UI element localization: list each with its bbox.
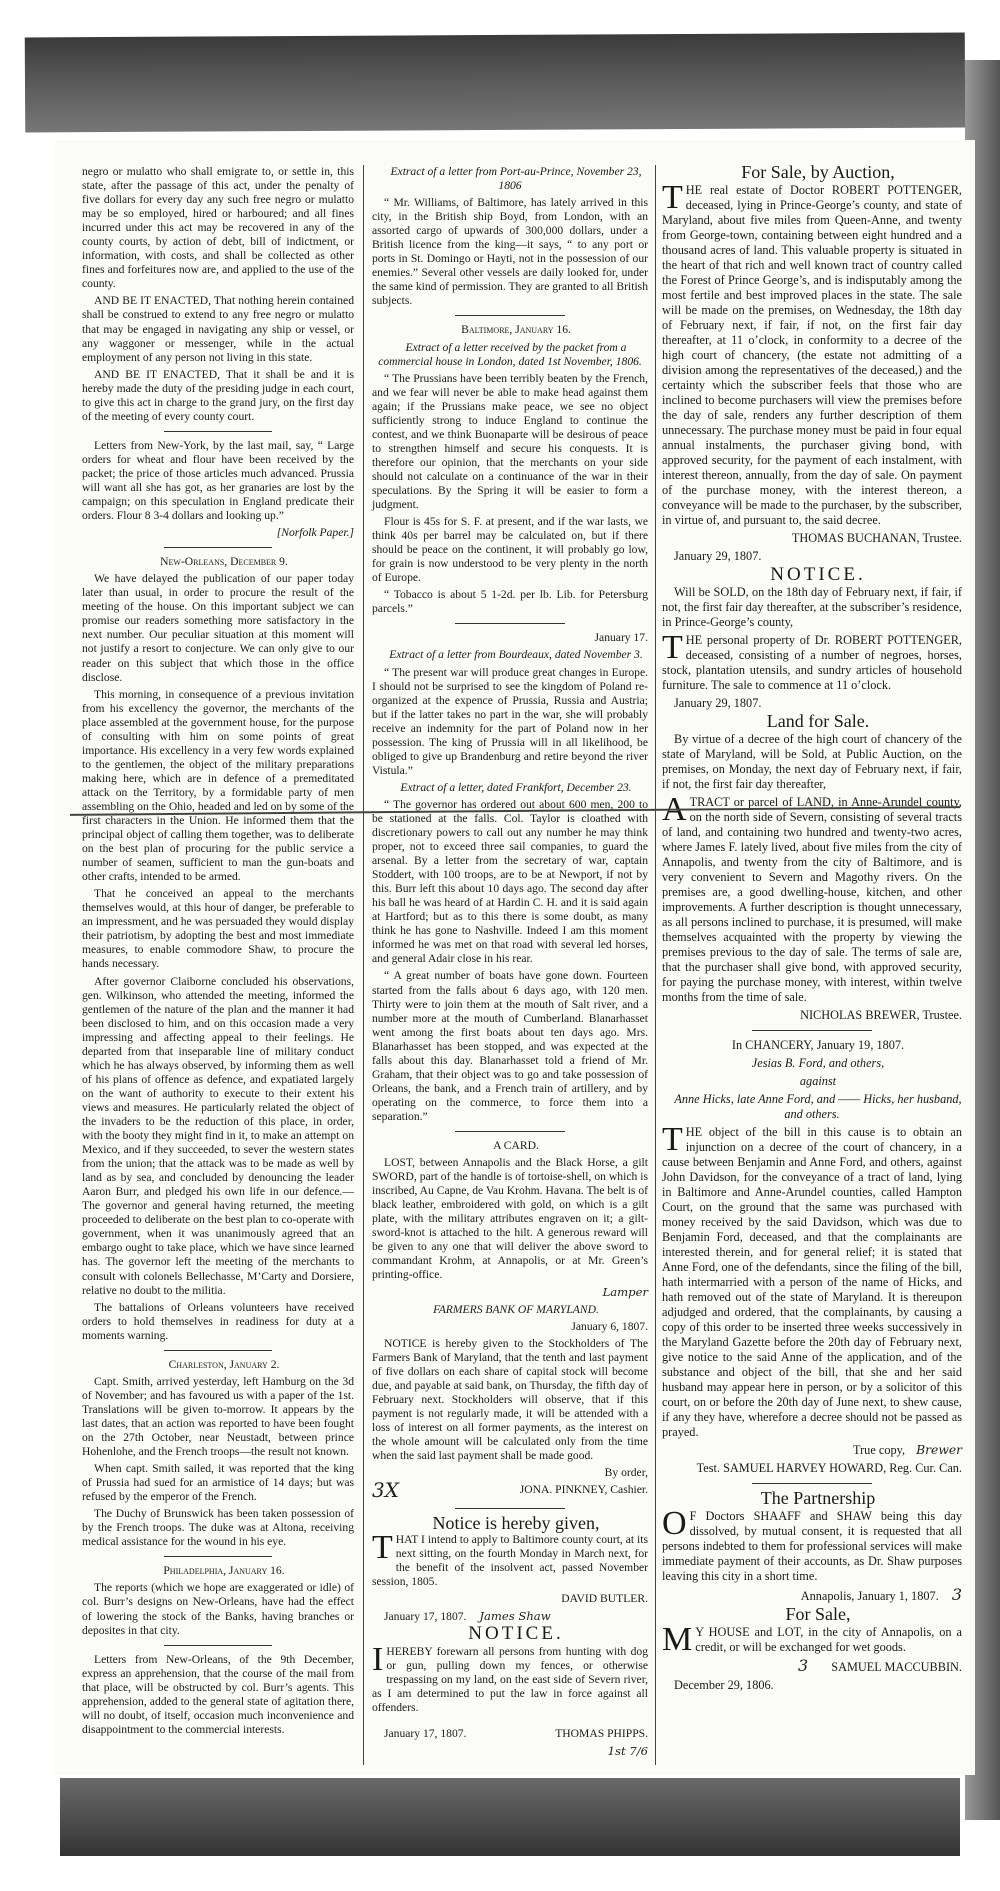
handwritten-mark: 3 <box>798 1656 809 1675</box>
article-text: Capt. Smith, arrived yesterday, left Hamburg on the 3d of November; and has favoured us with a paper of the 1st. Translations will be given to-morrow. It appears by the last dates, that an action was reported to have been fought on the 27th October, near Neustadt, between prince Hohenlohe, and the French troops—the result not known. <box>82 1374 354 1459</box>
divider <box>455 1131 565 1132</box>
ad-heading: For Sale, <box>785 1604 851 1624</box>
divider <box>164 1645 273 1646</box>
dateline: Philadelphia, January 16. <box>163 1564 285 1578</box>
article-text: The reports (which we hope are exaggerated or idle) of col. Burr’s designs on New-Orleans, have had the effect of lowering the stock of the Banks, having branches or deposites in that city. <box>82 1581 354 1637</box>
ad-heading: FARMERS BANK OF MARYLAND. <box>433 1302 599 1316</box>
ad-text: NOTICE is hereby given to the Stockholders of The Farmers Bank of Maryland, that the tenth and last payment of five dollars on each share of capital stock will become due, and payable at said bank, on Thursday, the fifth day of February next. Stockholders will observe, that if this payment is not regularly made, it will be attended with a loss of interest on all former payments, as the interest on the whole amount will be calculated only from the time when the said last payment shall be made good. <box>372 1336 648 1462</box>
article-text: After governor Claiborne concluded his observations, gen. Wilkinson, who attended the meeting, informed the gentlemen of the nature of the plan and the manner it had been disclosed to him, and on this occasion made a very impressing and affecting appeal to their feelings. He departed from that inseparable line of military conduct which he has always observed, by informing them as well of his plans of offence as defence, and expatiated largely on the want of authority to execute to their extent his views and measures. He particularly related the object of the invaders to be the reduction of this place, in order, with the booty they might find in it, to make an attempt on Mexico, and if they succeeded, to sever the western states from the union; that the attack was to be made as well by land as by sea, and concluded by denouncing the leader Aaron Burr, and pledged his own life in our defence.—The governor and general having returned, the meeting proceeded to deliberate on the best plan to co-operate with government, when it was unanimously agreed that an embargo ought to take place, which we have since learned has. The governor left the meeting of the merchants to consult with colonels Bellechasse, M’Carty and Dorsiere, relative no doubt to the militia. <box>82 974 354 1297</box>
divider <box>455 1508 565 1509</box>
article-text: “ Tobacco is about 5 1-2d. per lb. Lib. for Petersburg parcels.” <box>372 588 648 616</box>
extract-heading: Extract of a letter received by the packet from a commercial house in London, dated 1st November, 1806. <box>378 340 642 368</box>
drop-cap: M <box>662 1621 693 1658</box>
column-3 <box>662 162 962 1696</box>
divider <box>164 547 273 548</box>
article-text: That he conceived an appeal to the merchants themselves would, at this hour of danger, be preferable to an impressment, and he was persuaded they would display their patriotism, by adopting the best and most immediate measures, to enable commodore Shaw, to procure the hands necessary. <box>82 887 354 971</box>
ad-heading: The Partnership <box>760 1488 876 1508</box>
drop-cap: O <box>662 1505 687 1542</box>
case-party: Jesias B. Ford, and others, <box>751 1056 885 1070</box>
ad-date: January 17, 1807. <box>384 1610 467 1624</box>
article-text: Letters from New-York, by the last mail, say, “ Large orders for wheat and flour have been received by the packet; the price of those articles much advanced. Prussia will want all she has got, as her granaries are lost by the campaign; on this speculation in England predicate their orders. Flour 8 3-4 dollars and looking up.” <box>82 438 354 523</box>
case-party: Anne Hicks, late Anne Ford, and —— Hicks, her husband, and others. <box>674 1092 962 1121</box>
extract-heading: Extract of a letter, dated Frankfort, December 23. <box>400 780 632 794</box>
divider <box>752 1483 872 1484</box>
ad-signature: SAMUEL MACCUBBIN. <box>831 1660 962 1674</box>
article-text: AND BE IT ENACTED, That nothing herein contained shall be construed to extend to any free negro or mulatto that may be engaged in navigating any ship or vessel, or any waggoner or messenger, while in the actual employment of any person not living in this state. <box>82 294 354 364</box>
extract-heading: Extract of a letter from Bourdeaux, dated November 3. <box>389 648 643 662</box>
article-text: “ Mr. Williams, of Baltimore, has lately arrived in this city, in the British ship Boyd, from London, with an assorted cargo of upwards of 300,000 dollars, under a British licence from the king—it says, “ to any port or ports in St. Domingo or Hayti, not in the possession of our enemies.” Several other vessels are daily looked for, under the same kind of permission. They are granted to all British subjects. <box>372 196 648 308</box>
article-text: AND BE IT ENACTED, That it shall be and it is hereby made the duty of the presiding judge in each court, to give this act in charge to the grand jury, on the first day of the meeting of every county court. <box>82 367 354 423</box>
divider <box>164 1350 273 1351</box>
scan-border-bottom <box>60 1778 960 1856</box>
ad-byline: True copy, <box>853 1443 906 1457</box>
column-divider <box>363 165 364 1765</box>
article-text: When capt. Smith sailed, it was reported that the king of Prussia had sued for an armistice of 14 days; but was refused by the emperor of the French. <box>82 1462 354 1504</box>
article-text: Flour is 45s for S. F. at present, and if the war lasts, we think 40s per barrel may be calculated on, but if there should be peace on the continent, it will probably go low, for grain is now understood to be very plenty in the north of Europe. <box>372 515 648 585</box>
handwritten-mark: Lamper <box>602 1285 648 1300</box>
ad-date: December 29, 1806. <box>674 1678 774 1692</box>
column-2 <box>372 165 648 1761</box>
ad-byline: By order, <box>604 1466 648 1480</box>
handwritten-mark: 3 <box>951 1585 962 1604</box>
ad-heading: In CHANCERY, January 19, 1807. <box>731 1038 905 1052</box>
ad-text: LOST, between Annapolis and the Black Horse, a gilt SWORD, part of the handle is of tortoise-shell, on which is inscribed, Au Capne, de Vau Krohm. Havana. The belt is of black leather, embroidered with gold, on which is a gilt plate, with the military attributes engraven on it; a gilt-sword-knot is attached to the hilt. A generous reward will be given to any one that will deliver the above sword to commandant Krohm, at Annapolis, or at Mr. Green’s printing-office. <box>372 1156 648 1282</box>
drop-cap: T <box>662 1121 683 1158</box>
article-text: This morning, in consequence of a previous invitation from his excellency the governor, the merchants of the place assembled at the government house, for the purpose of consulting with him on some points of great importance. His excellency in a very few words explained to the gentlemen, the object of the military preparations making here, which are in defence of a premeditated attack on the Territory, by a formidable party of men assembling on the Ohio, headed and led on by some of the first characters in the Union. He informed them that the principal object of calling them together, was to deliberate on the best plan of procuring for the public service a number of seamen, sufficient to man the gun-boats and other crafts, intended to be armed. <box>82 687 354 884</box>
ad-date: January 29, 1807. <box>674 696 762 710</box>
handwritten-mark: 3X <box>372 1478 399 1503</box>
ad-text: O F Doctors SHAAFF and SHAW being this day dissolved, by mutual consent, it is requested that all persons indebted to them for professional services will make immediate payment of their accounts, as Dr. Shaw purposes leaving this city in a short time. <box>662 1505 962 1583</box>
dateline: Charleston, January 2. <box>168 1357 280 1371</box>
ad-signature: DAVID BUTLER. <box>561 1592 648 1606</box>
ad-text: Will be SOLD, on the 18th day of February next, if fair, if not, the first fair day thereafter, at the subscriber’s residence, in Prince-George’s county, <box>662 585 962 629</box>
ad-signature: NICHOLAS BREWER, Trustee. <box>800 1008 962 1022</box>
source-credit: [Norfolk Paper.] <box>276 526 354 540</box>
drop-cap: T <box>662 179 683 216</box>
ad-heading: A CARD. <box>493 1139 539 1152</box>
drop-cap: I <box>372 1640 384 1678</box>
handwritten-mark: 1st 7/6 <box>607 1743 648 1758</box>
handwritten-mark: Brewer <box>916 1443 962 1457</box>
dateline: Baltimore, January 16. <box>461 323 571 337</box>
handwritten-mark: James Shaw <box>479 1609 551 1624</box>
extract-heading: Extract of a letter from Port-au-Prince, November 23, 1806 <box>390 165 642 193</box>
ad-text: THE object of the bill in this cause is to obtain an injunction on a decree of the court of chancery, in a cause between Benjamin and Anne Ford, and others, against John Davidson, for the conveyance of a tract of land, lying in Baltimore and Anne-Arundel counties, called Hampton Court, on the ground that the same was purchased with money received by the said Davidson, which was due to Benjamin Ford, deceased, and that the complainants are interested therein, and for general relief; it is stated that Anne Ford, one of the defendants, since the filing of the bill, hath intermarried with a person of the name of Hicks, and hath removed out of the state of Maryland. It is thereupon adjudged and ordered, that the complainants, by causing a copy of this order to be inserted three weeks successively in the Maryland Gazette before the 20th day of February next, give notice to the said Anne of the application, and of the substance and object of the bill, that she and her said husband may appear here in person, or by a solicitor of this court, on or before the 20th day of June next, to shew cause, if any they have, wherefore a decree should not be passed as prayed. <box>662 1121 962 1439</box>
ad-heading: For Sale, by Auction, <box>741 162 895 182</box>
ad-heading: Notice is hereby given, <box>432 1513 600 1534</box>
article-text: “ The governor has ordered out about 600 men, 200 to be stationed at the falls. Col. Taylor is cloathed with discretionary powers to call out any number he may think proper, not to exceed three sail companies, to guard the arsenal. By a letter from the secretary of war, captain Stoddert, with 100 troops, are to be at Newport, if not by this. Burr left this about 10 days ago. The second day after his ball he was heard of at Hardin C. H. and it is said again at Hartford; but as to this there is some doubt, as many think he has gone to Nashville. Indeed I am this moment informed he was met on that road with several led horses, and general Adair close in his rear. <box>372 797 648 966</box>
ad-text: M Y HOUSE and LOT, in the city of Annapolis, on a credit, or will be exchanged for wet goods. <box>662 1621 962 1658</box>
article-text: The battalions of Orleans volunteers have received orders to hold themselves in readiness for duty at a moments warning. <box>82 1300 354 1342</box>
divider <box>455 623 565 624</box>
ad-heading: NOTICE. <box>468 1623 564 1645</box>
ad-text: ATRACT or parcel of LAND, in Anne-Arundel county, on the north side of Severn, consisting of several tracts of land, and containing two hundred and twenty-two acres, where James F. lately lived, about five miles from the city of Annapolis, and twenty from the city of Baltimore, and is very convenient to Severn and Magothy rivers. On the premises are, a good dwelling-house, kitchen, and other improvements. A further description is thought unnecessary, as all persons inclined to purchase, it is presumed, will make themselves acquainted with the property by viewing the premises previous to the day of sale. The terms of sale are, that the purchaser shall give bond, with approved security, for paying the purchase money, with interest, within twelve months from the time of sale. <box>662 791 962 1004</box>
ad-date: January 6, 1807. <box>571 1319 648 1333</box>
drop-cap: T <box>662 629 683 666</box>
divider <box>164 1556 273 1557</box>
ad-heading: NOTICE. <box>770 564 866 585</box>
ad-signature: JONA. PINKNEY, Cashier. <box>519 1483 648 1497</box>
article-text: “ The Prussians have been terribly beaten by the French, and we fear will never be able to make head against them again; if the Prussians make peace, we see no object sufficiently strong to induce England to continue the contest, and we think Buonaparte will be desirous of peace to strengthen himself and secure his conquests. It is therefore our opinion, that the merchants on your side should not calculate on a continuance of the war in their speculations. By the Spring it will be easier to form a judgment. <box>372 371 648 512</box>
ad-text: THE real estate of Doctor ROBERT POTTENGER, deceased, lying in Prince-George’s county, and state of Maryland, about five miles from Queen-Anne, and twenty from George-town, containing between eight hundred and a thousand acres of land. This valuable property is situated in the heart of that rich and well known tract of country called the Forest of Prince George’s, and is indisputably among the most fertile and best improved places in the state. The sale will be made on the premises, on Wednesday, the 18th day of February next, if fair, if not, on the first fair day thereafter, at 11 o’clock, in conformity to a decree of the high court of chancery, (the estate not admitting of a division among the representatives of the deceased,) and the certainty which the subscriber feels that those who are inclined to become purchasers will view the premises before the day of sale, renders any further description of them unnecessary. The purchase money must be paid in four equal annual instalments, the purchaser giving bond, with approved security, for the payment of each instalment, with interest thereon, annually, from the day of sale. On payment of the purchase money, with the interest thereon, a conveyance will be made to the purchaser, by the subscriber, in virtue of, and pursuant to, the said decree. <box>662 179 962 527</box>
divider <box>164 431 273 432</box>
scan-border-top <box>25 33 965 133</box>
ad-text: IHEREBY forewarn all persons from hunting with dog or gun, pulling down my fences, or otherwise trespassing on my land, on the east side of Severn river, as I am determined to put the law in force against all offenders. <box>372 1640 648 1714</box>
article-text: Letters from New-Orleans, of the 9th December, express an apprehension, that the course of the mail from that place, will be obstructed by col. Burr’s agents. This apprehension, added to the general state of agitation there, will no doubt, of itself, occasion much inconvenience and disappointment to the commercial interests. <box>82 1652 354 1736</box>
ad-signature: Test. SAMUEL HARVEY HOWARD, Reg. Cur. Can. <box>696 1461 962 1475</box>
article-text: negro or mulatto who shall emigrate to, or settle in, this state, after the passage of this act, under the penalty of five dollars for every day any such free negro or mulatto may be so employed, hired or harboured; and all fines incurred under this act may be recovered in any of the county courts, by action of debt, bill of indictment, or information, with costs, and shall be collected as other fines and forfeitures now are, and applied to the use of the county. <box>82 165 354 291</box>
article-text: We have delayed the publication of our paper today later than usual, in order to procure the result of the meeting of the house. On this important subject we can promise our readers something more satisfactory in the next number. Our peculiar situation at this moment will not justify a resort to conjecture. We can only give to our reader on this subject that which those in the office disclose. <box>82 572 354 684</box>
column-1 <box>82 165 354 1740</box>
drop-cap: A <box>662 791 687 828</box>
ad-signature: THOMAS PHIPPS. <box>555 1726 648 1740</box>
ad-text: THE personal property of Dr. ROBERT POTTENGER, deceased, consisting of a number of negroes, horses, stock, plantation utensils, and sundry articles of household furniture. The sale to commence at 11 o’clock. <box>662 629 962 692</box>
divider <box>455 315 565 316</box>
ad-date: January 29, 1807. <box>674 549 762 563</box>
divider <box>752 1030 872 1031</box>
ad-date: Annapolis, January 1, 1807. <box>800 1589 939 1603</box>
column-divider <box>655 165 656 1765</box>
dateline: January 17. <box>594 631 648 645</box>
ad-date: January 17, 1807. <box>384 1726 467 1740</box>
ad-heading: Land for Sale. <box>766 711 870 731</box>
article-text: The Duchy of Brunswick has been taken possession of by the French troops. The duke was at Altona, receiving medical assistance for the wound in his eye. <box>82 1507 354 1549</box>
article-text: “ A great number of boats have gone down. Fourteen started from the falls about 6 days ago, with 120 men. Thirty were to join them at the mouth of Salt river, and a number more at the mouth of Cumberland. Blanarhasset went among the first boats about ten days ago. Mrs. Blanarhasset has been stopped, and was expected at the falls about this day. Blanarhasset told a friend of Mr. Graham, that their object was to go and take possession of Orleans, the bank, and a French train of artillery, and by operating on the commerce, to force them into a separation.” <box>372 969 648 1123</box>
dateline: New-Orleans, December 9. <box>160 555 288 569</box>
drop-cap: T <box>372 1529 393 1567</box>
ad-text: By virtue of a decree of the high court of chancery of the state of Maryland, will be Sold, at Public Auction, on the premises, on Monday, the next day of February next, if fair, if not, the first fair day thereafter, <box>662 732 962 791</box>
case-party: against <box>799 1074 837 1088</box>
ad-text: THAT I intend to apply to Baltimore county court, at its next sitting, on the fourth Monday in March next, for the benefit of the insolvent act, passed November session, 1805. <box>372 1529 648 1589</box>
ad-signature: THOMAS BUCHANAN, Trustee. <box>791 531 962 545</box>
article-text: “ The present war will produce great changes in Europe. I should not be surprised to see the kingdom of Poland re-organized at the expence of Prussia, Russia and Austria; but if the latter takes no part in the war, she will probably receive an indemnity for the part of Poland now in her possession. The king of Prussia will in all likelihood, be obliged to give up Brandenburg and retire beyond the river Vistula.” <box>372 665 648 777</box>
